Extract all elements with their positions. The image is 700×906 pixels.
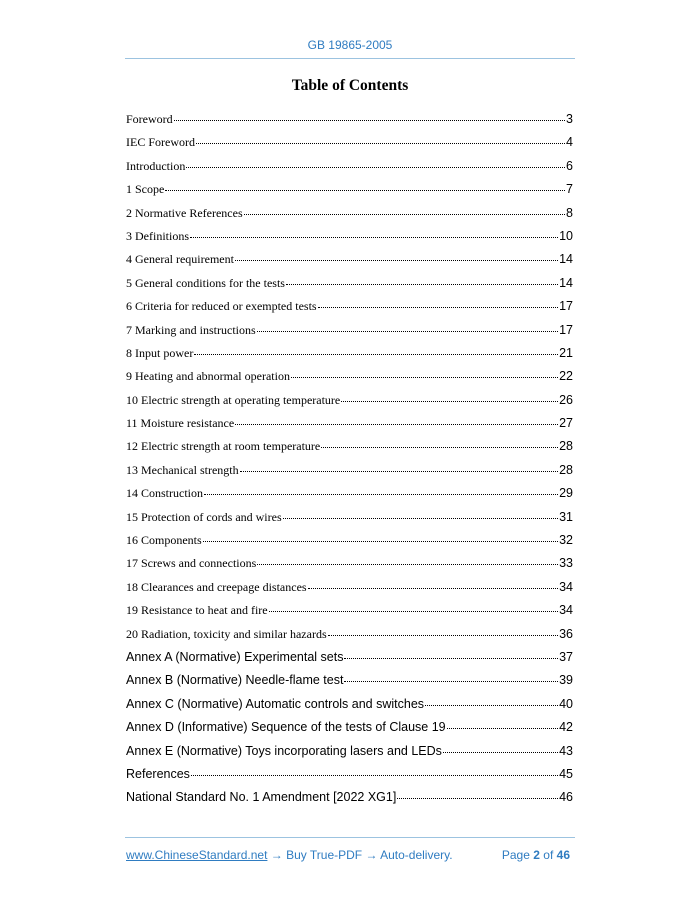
toc-entry-label: 8 Input power [126,345,194,360]
toc-entry[interactable] [126,646,573,669]
dot-leader [196,143,565,144]
dot-leader [321,447,558,448]
dot-leader [240,471,558,472]
dot-leader [283,518,558,519]
dot-leader [318,307,559,308]
dot-leader [291,377,558,378]
toc-list [126,108,573,810]
toc-entry[interactable] [126,108,573,131]
dot-leader [244,214,565,215]
toc-entry-page: 46 [559,790,573,805]
toc-entry-label: 13 Mechanical strength [126,462,239,477]
of-label: of [543,848,554,862]
dot-leader [204,494,558,495]
toc-entry-label: Foreword [126,112,173,126]
dot-leader [328,635,558,636]
toc-entry[interactable] [126,506,573,529]
toc-entry[interactable] [126,178,573,201]
toc-entry-page: 37 [559,649,573,664]
dot-leader [344,658,558,659]
page-footer [126,848,574,864]
toc-entry-page: 6 [566,158,573,173]
toc-entry-page: 28 [559,439,573,454]
promo-text: → Buy True-PDF → Auto-delivery. [267,848,453,862]
toc-entry-label: 14 Construction [126,486,203,501]
toc-entry[interactable] [126,552,573,575]
current-page: 2 [533,848,540,862]
toc-entry[interactable] [126,763,573,786]
dot-leader [443,752,558,753]
toc-entry-label: 5 General conditions for the tests [126,275,285,290]
toc-entry[interactable] [126,319,573,342]
toc-entry-label: National Standard No. 1 Amendment [2022 XG1] [126,790,397,805]
dot-leader [174,120,565,121]
toc-entry-page: 28 [559,462,573,477]
toc-entry[interactable] [126,412,573,435]
toc-entry[interactable] [126,389,573,412]
toc-entry[interactable] [126,740,573,763]
toc-entry-label: 19 Resistance to heat and fire [126,603,268,618]
toc-entry-page: 14 [559,275,573,290]
dot-leader [286,284,558,285]
toc-entry-label: 1 Scope [126,182,165,197]
toc-entry-label: 7 Marking and instructions [126,322,256,337]
toc-entry-label: 9 Heating and abnormal operation [126,369,290,384]
dot-leader [203,541,558,542]
toc-entry-label: 4 General requirement [126,252,234,267]
toc-entry-label: 11 Moisture resistance [126,416,235,431]
dot-leader [257,331,558,332]
toc-entry-label: 18 Clearances and creepage distances [126,579,307,594]
toc-entry[interactable] [126,459,573,482]
toc-entry-page: 32 [559,533,573,548]
toc-entry[interactable] [126,623,573,646]
dot-leader [269,611,558,612]
dot-leader [425,705,558,706]
toc-entry-page: 17 [559,299,573,314]
toc-entry-page: 7 [566,182,573,197]
toc-entry[interactable] [126,529,573,552]
toc-entry-label: 15 Protection of cords and wires [126,509,282,524]
toc-entry-page: 3 [566,112,573,126]
page-indicator [502,848,570,862]
toc-entry[interactable] [126,693,573,716]
toc-entry-page: 26 [559,392,573,407]
toc-entry-label: 10 Electric strength at operating temperature [126,392,341,407]
toc-entry[interactable] [126,342,573,365]
footer-promo [126,848,453,862]
page-label: Page [501,848,530,862]
dot-leader [344,681,558,682]
toc-entry-label: Annex A (Normative) Experimental sets [126,649,344,664]
dot-leader [190,237,558,238]
toc-entry[interactable] [126,248,573,271]
toc-entry-page: 10 [559,228,573,243]
toc-entry-label: Annex D (Informative) Sequence of the tests of Clause 19 [126,720,446,735]
toc-entry[interactable] [126,576,573,599]
toc-entry-label: Annex B (Normative) Needle-flame test [126,673,344,688]
toc-entry[interactable] [126,365,573,388]
dot-leader [235,260,558,261]
toc-entry-page: 21 [559,345,573,360]
dot-leader [447,728,558,729]
toc-entry-label: 2 Normative References [126,205,243,220]
dot-leader [308,588,559,589]
toc-entry-page: 27 [559,416,573,431]
dot-leader [191,775,558,776]
toc-entry-page: 39 [559,673,573,688]
toc-entry-label: 20 Radiation, toxicity and similar hazards [126,626,327,641]
toc-entry-page: 34 [559,603,573,618]
toc-entry-label: 17 Screws and connections [126,556,257,571]
toc-entry[interactable] [126,202,573,225]
dot-leader [341,401,558,402]
toc-entry-label: Introduction [126,158,186,173]
toc-title: Table of Contents [291,77,409,94]
header-divider [125,58,575,59]
toc-entry-label: IEC Foreword [126,135,195,150]
dot-leader [186,167,565,168]
toc-entry[interactable] [126,225,573,248]
dot-leader [257,564,558,565]
toc-entry-page: 43 [559,743,573,758]
toc-entry[interactable] [126,669,573,692]
toc-entry[interactable] [126,786,573,809]
toc-entry-page: 42 [559,720,573,735]
toc-entry[interactable] [126,131,573,154]
dot-leader [235,424,558,425]
footer-divider [125,837,575,838]
toc-entry[interactable] [126,435,573,458]
toc-entry[interactable] [126,155,573,178]
toc-entry-page: 40 [559,696,573,711]
toc-entry-page: 4 [566,135,573,150]
toc-entry[interactable] [126,272,573,295]
toc-entry-label: Annex C (Normative) Automatic controls and switches [126,696,425,711]
toc-entry-label: 16 Components [126,533,202,548]
toc-entry-page: 29 [559,486,573,501]
toc-entry-page: 14 [559,252,573,267]
toc-entry[interactable] [126,482,573,505]
toc-entry-page: 34 [559,579,573,594]
toc-entry-page: 22 [559,369,573,384]
toc-entry-label: References [126,766,190,781]
toc-entry-page: 33 [559,556,573,571]
toc-entry-page: 36 [559,626,573,641]
toc-entry-label: 6 Criteria for reduced or exempted tests [126,299,317,314]
toc-entry[interactable] [126,599,573,622]
site-link[interactable]: www.ChineseStandard.net [126,848,268,862]
toc-entry-page: 45 [559,766,573,781]
document-id-header: GB 19865-2005 [307,38,393,52]
toc-entry-label: 12 Electric strength at room temperature [126,439,321,454]
toc-entry[interactable] [126,716,573,739]
toc-entry-page: 8 [566,205,573,220]
dot-leader [194,354,558,355]
dot-leader [165,190,565,191]
dot-leader [397,798,558,799]
toc-entry-page: 31 [559,509,573,524]
toc-entry-label: 3 Definitions [126,228,189,243]
toc-entry-page: 17 [559,322,573,337]
toc-entry[interactable] [126,295,573,318]
total-pages: 46 [556,848,570,862]
toc-entry-label: Annex E (Normative) Toys incorporating lasers and LEDs [126,743,442,758]
